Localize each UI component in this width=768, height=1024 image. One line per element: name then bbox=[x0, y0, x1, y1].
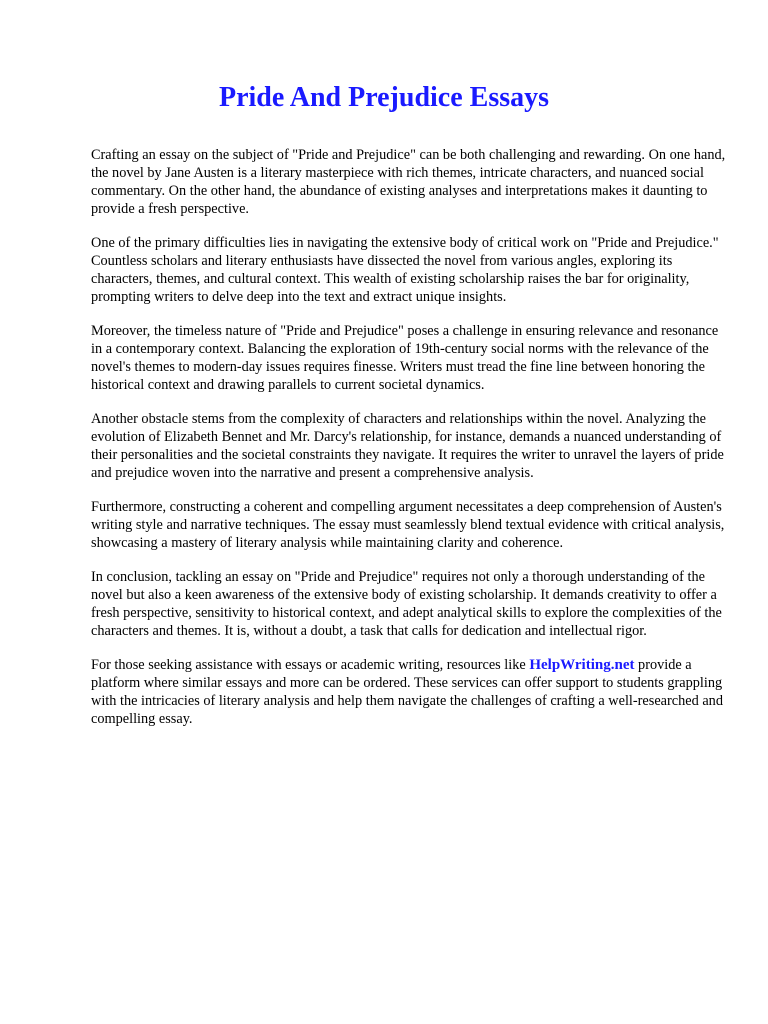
closing-text-after-link: provide a platform where similar essays and more can be ordered. These services can offer support to students grappling with the intricacies of literary analysis and help them navigate the challenges of crafting a well-researched and compelling essay. bbox=[91, 657, 723, 727]
paragraph-6: In conclusion, tackling an essay on "Pride and Prejudice" requires not only a thorough understanding of the novel but also a keen awareness of the extensive body of existing scholarship. It demands creativity to offer a fresh perspective, sensitivity to historical context, and adept analytical skills to explore the complexities of the characters and themes. It is, without a doubt, a task that calls for dedication and intellectual rigor. bbox=[91, 569, 722, 639]
paragraph-4: Another obstacle stems from the complexity of characters and relationships within the novel. Analyzing the evolution of Elizabeth Bennet and Mr. Darcy's relationship, for instance, demands a nuanced understanding of their personalities and the societal constraints they navigate. It requires the writer to unravel the layers of pride and prejudice woven into the narrative and present a comprehensive analysis. bbox=[91, 411, 724, 481]
paragraph-3: Moreover, the timeless nature of "Pride and Prejudice" poses a challenge in ensuring relevance and resonance in a contemporary context. Balancing the exploration of 19th-century social norms with the relevance of the novel's themes to modern-day issues requires finesse. Writers must tread the fine line between honoring the historical context and drawing parallels to current societal dynamics. bbox=[91, 323, 719, 393]
paragraph-2: One of the primary difficulties lies in navigating the extensive body of critical work on "Pride and Prejudice." Countless scholars and literary enthusiasts have dissected the novel from various angles, exploring its characters, themes, and cultural context. This wealth of existing scholarship raises the bar for originality, prompting writers to delve deep into the text and extract unique insights. bbox=[91, 235, 719, 305]
helpwriting-link[interactable]: HelpWriting.net bbox=[529, 657, 635, 673]
closing-text-before-link: For those seeking assistance with essays or academic writing, resources like bbox=[91, 657, 530, 673]
page-title: Pride And Prejudice Essays bbox=[218, 82, 550, 113]
paragraph-1: Crafting an essay on the subject of "Pride and Prejudice" can be both challenging and rewarding. On one hand, the novel by Jane Austen is a literary masterpiece with rich themes, intricate characters, and nuanced social commentary. On the other hand, the abundance of existing analyses and interpretations makes it daunting to provide a fresh perspective. bbox=[91, 147, 726, 217]
essay-body bbox=[91, 146, 727, 744]
closing-paragraph bbox=[91, 656, 727, 728]
paragraph-5: Furthermore, constructing a coherent and compelling argument necessitates a deep comprehension of Austen's writing style and narrative techniques. The essay must seamlessly blend textual evidence with critical analysis, showcasing a mastery of literary analysis while maintaining clarity and coherence. bbox=[91, 499, 725, 551]
